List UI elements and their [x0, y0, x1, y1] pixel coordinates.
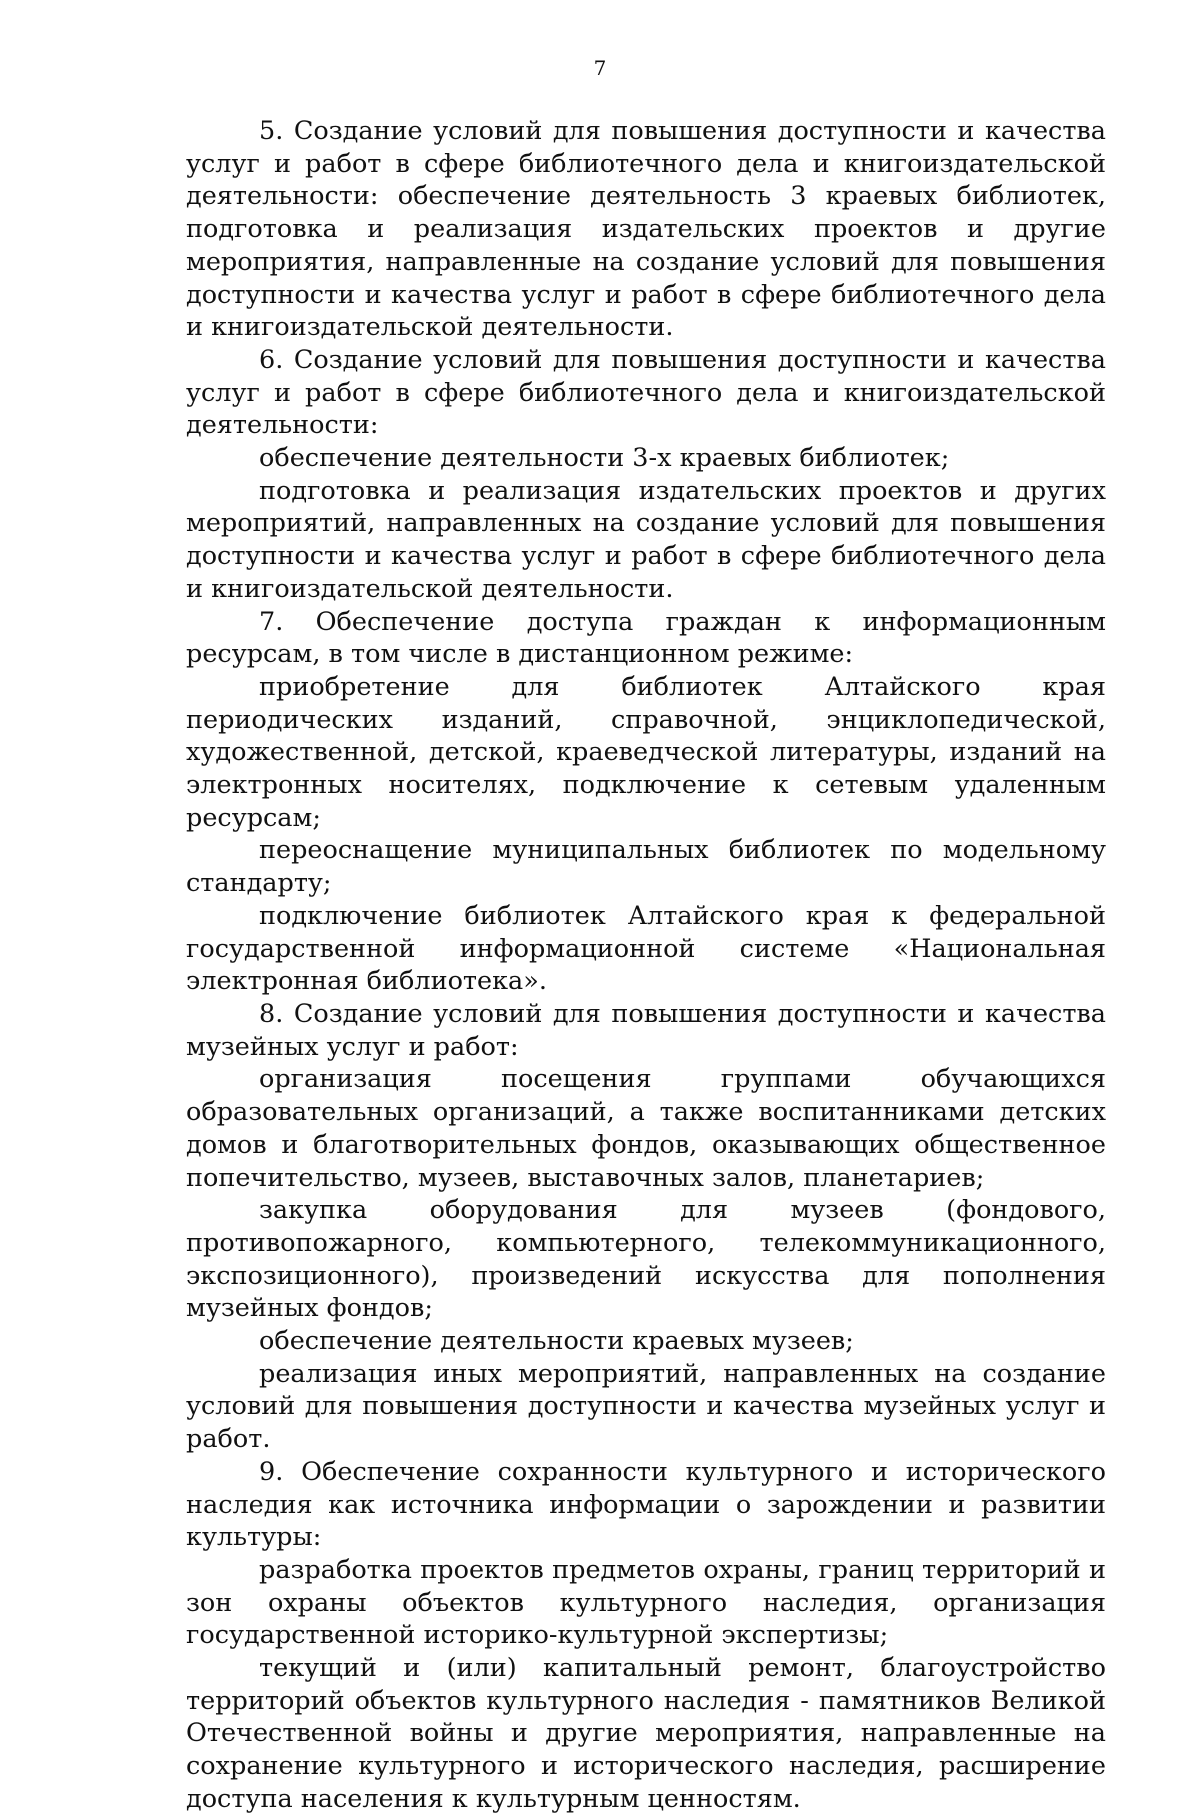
paragraph-7-heading: 7. Обеспечение доступа граждан к информационным ресурсам, в том числе в дистанционном режиме: [186, 606, 1106, 670]
paragraph-8-item-equipment: закупка оборудования для музеев (фондового, противопожарного, компьютерного, телекоммуникационного, экспозиционного), произведений искусства для пополнения музейных фондов; [186, 1195, 1106, 1324]
paragraph-9-heading: 9. Обеспечение сохранности культурного и исторического наследия как источника информации о зарождении и развитии культуры: [186, 1456, 1106, 1553]
paragraph-9-item-repair: текущий и (или) капитальный ремонт, благоустройство территорий объектов культурного наследия - памятников Великой Отечественной войны и другие мероприятия, направленные на сохранение культурного и исторического наследия, расширение доступа населения к культурным ценностям. [186, 1653, 1106, 1814]
page-number: 7 [593, 56, 607, 80]
paragraph-8-item-other: реализация иных мероприятий, направленных на создание условий для повышения доступности и качества музейных услуг и работ. [186, 1358, 1106, 1455]
paragraph-8-item-visits: организация посещения группами обучающихся образовательных организаций, а также воспитанниками детских домов и благотворительных фондов, оказывающих общественное попечительство, музеев, выставочных залов, планетариев; [186, 1064, 1106, 1193]
paragraph-7-item-reequipment: переоснащение муниципальных библиотек по модельному стандарту; [186, 835, 1106, 899]
paragraph-8-heading: 8. Создание условий для повышения доступности и качества музейных услуг и работ: [186, 998, 1106, 1062]
paragraph-6-item-libraries: обеспечение деятельности 3-х краевых библиотек; [259, 443, 950, 474]
paragraph-5-library-services: 5. Создание условий для повышения доступности и качества услуг и работ в сфере библиотечного дела и книгоиздательской деятельности: обеспечение деятельность 3 краевых библиотек, подготовка и реализация издательских проектов и другие мероприятия, направленные на создание условий для повышения доступности и качества услуг и работ в сфере библиотечного дела и книгоиздательской деятельности. [186, 116, 1106, 343]
paragraph-6-heading: 6. Создание условий для повышения доступности и качества услуг и работ в сфере библиотечного дела и книгоиздательской деятельности: [186, 344, 1106, 441]
paragraph-6-item-publishing: подготовка и реализация издательских проектов и других мероприятий, направленных на создание условий для повышения доступности и качества услуг и работ в сфере библиотечного дела и книгоиздательской деятельности. [186, 475, 1106, 604]
document-body [186, 115, 1106, 1816]
paragraph-8-item-museums: обеспечение деятельности краевых музеев; [259, 1326, 854, 1357]
paragraph-7-item-connection: подключение библиотек Алтайского края к федеральной государственной информационной системе «Национальная электронная библиотека». [186, 900, 1106, 997]
paragraph-7-item-acquisition: приобретение для библиотек Алтайского края периодических изданий, справочной, энциклопедической, художественной, детской, краеведческой литературы, изданий на электронных носителях, подключение к сетевым удаленным ресурсам; [186, 671, 1106, 833]
paragraph-9-item-projects: разработка проектов предметов охраны, границ территорий и зон охраны объектов культурного наследия, организация государственной историко-культурной экспертизы; [186, 1554, 1106, 1651]
